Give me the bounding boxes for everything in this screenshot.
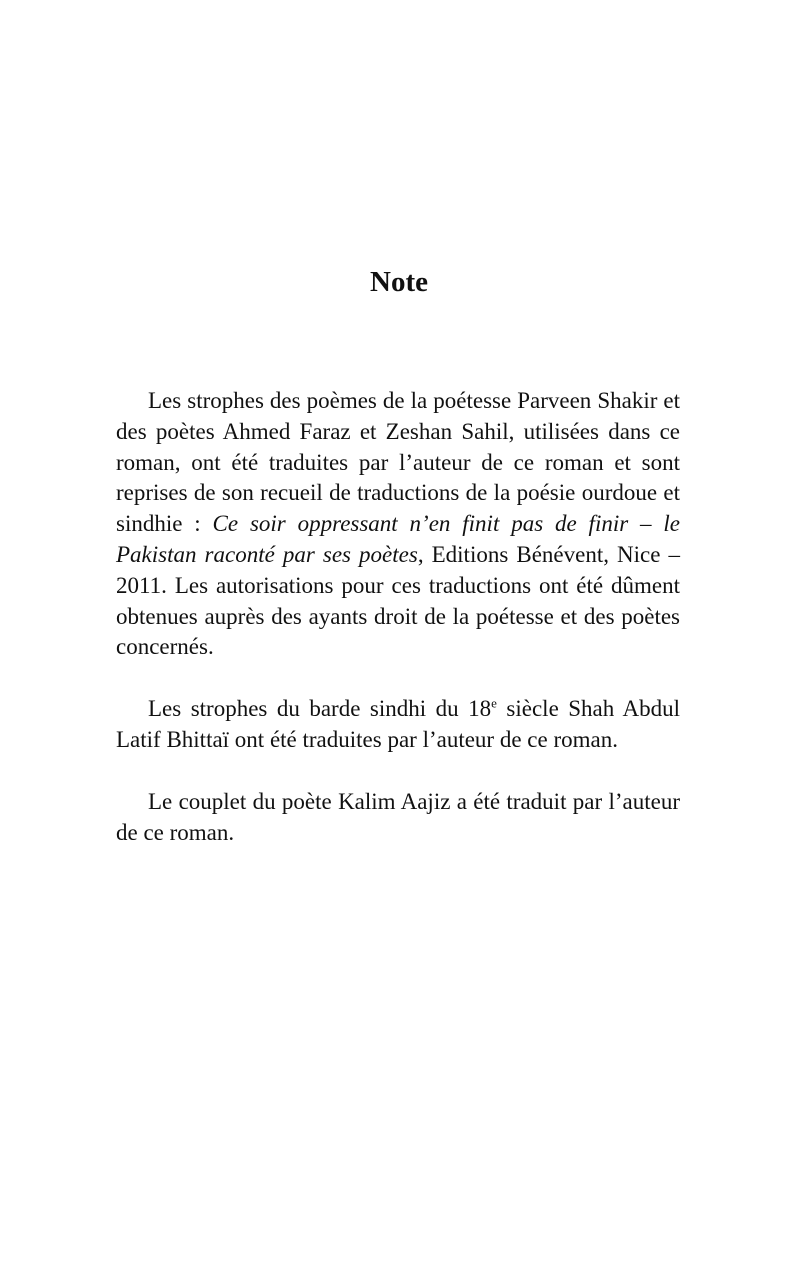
century-superscript: e	[491, 695, 497, 711]
paragraph-bhittai	[116, 694, 680, 756]
note-body	[116, 386, 680, 879]
paragraph-kalim-aajiz	[116, 787, 680, 849]
book-title: Ce soir oppressant n’en finit pas de finir – le Pakistan raconté par ses poètes	[116, 511, 680, 567]
page-title: Note	[370, 266, 428, 298]
paragraph-text: Le couplet du poète Kalim Aajiz a été traduit par l’auteur de ce roman.	[116, 788, 680, 845]
paragraph-translations-poems	[116, 386, 680, 663]
paragraph-text: Les strophes du barde sindhi du 18	[148, 696, 492, 722]
paragraph-text: , Editions Bénévent, Nice – 2011. Les autorisations pour ces traductions ont été dûment obtenues auprès des ayants droit de la poétesse et des poètes concernés.	[116, 541, 680, 660]
paragraph-text: Les strophes des poèmes de la poétesse Parveen Shakir et des poètes Ahmed Faraz et Zeshan Sahil, utilisées dans ce roman, ont été traduites par l’auteur de ce roman et sont reprises de son recueil de traductions de la poésie ourdoue et sindhie :	[116, 388, 680, 537]
paragraph-text: siècle Shah Abdul Latif Bhittaï ont été traduites par l’auteur de ce roman.	[116, 696, 680, 752]
